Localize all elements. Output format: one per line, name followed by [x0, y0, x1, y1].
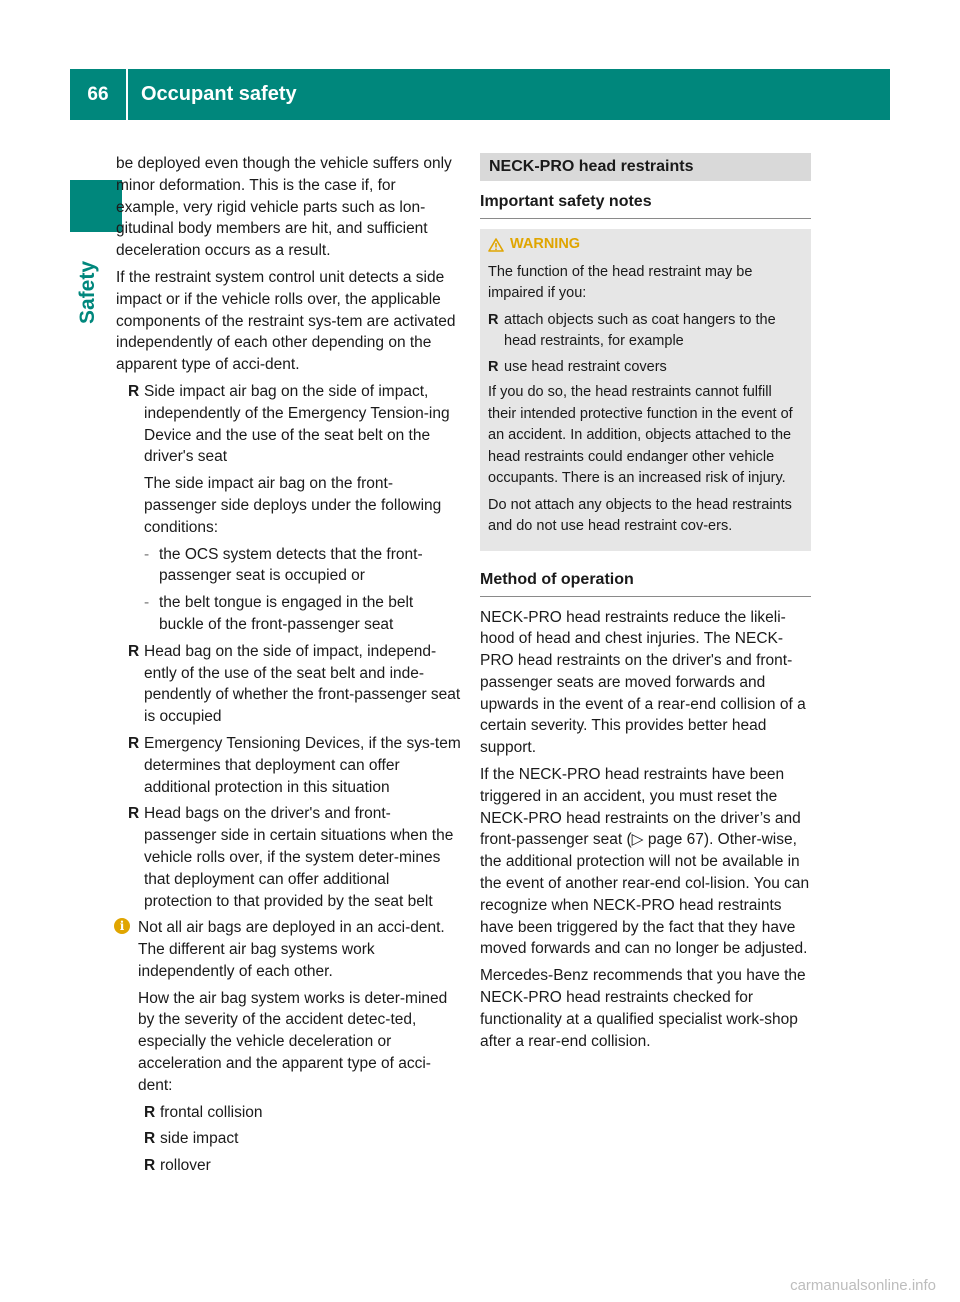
dash-icon: - — [144, 594, 150, 612]
watermark: carmanualsonline.info — [790, 1277, 936, 1294]
list-item-text: Emergency Tensioning Devices, if the sys-tem determines that deployment can offer additional protection in this situation — [144, 734, 461, 796]
list-item — [116, 803, 461, 912]
bullet-icon: R — [488, 311, 499, 328]
list-item-text: Head bags on the driver's and front-passenger side in certain situations when the vehicle rolls over, if the system deter-mines that deployment can offer additional protection to that provided by the seat belt — [144, 805, 454, 910]
warning-text: If you do so, the head restraints cannot fulfill their intended protective function in the event of an accident. In addition, objects attached to the head restraints could endanger other vehicle occupants. There is an increased risk of injury. — [488, 384, 793, 486]
warning-text: Do not attach any objects to the head restraints and do not use head restraint cov-ers. — [488, 496, 792, 534]
page-number: 66 — [87, 84, 109, 105]
paragraph: If the restraint system control unit detects a side impact or if the vehicle rolls over, the applicable components of the restraint sys-tem are activated independently of each other depending on the apparent type of acci-dent. — [116, 268, 456, 374]
bullet-icon: R — [144, 1157, 156, 1175]
list-item — [138, 1102, 461, 1124]
sub-list-item-text: the OCS system detects that the front-passenger seat is occupied or — [159, 545, 423, 585]
bullet-icon: R — [128, 734, 140, 752]
page-ref-arrow-icon: ▷ — [631, 831, 644, 849]
warning-label: WARNING — [510, 236, 581, 252]
page-title: Occupant safety — [141, 83, 297, 105]
right-column — [480, 153, 811, 1057]
list-item-text: attach objects such as coat hangers to the head restraints, for example — [504, 311, 776, 349]
dash-icon: - — [144, 545, 150, 563]
bullet-icon: R — [144, 1130, 156, 1148]
bullet-icon: R — [488, 358, 499, 375]
bullet-icon: R — [128, 382, 140, 400]
paragraph-text: ). Other-wise, the additional protection will not be available in the event of another rear-end col-lision. You can recognize when NECK-PRO head restraints have been triggered by the fact that they have moved forwards and can no longer be adjusted. — [480, 831, 810, 958]
note-text: Not all air bags are deployed in an acci-dent. The different air bag systems work independently of each other. — [138, 919, 445, 980]
list-item — [488, 357, 803, 379]
paragraph: The side impact air bag on the front-passenger side deploys under the following conditions: — [144, 475, 442, 536]
paragraph-text: If the NECK-PRO head restraints have been triggered in an accident, you must reset the NECK-PRO head restraints on the driver’s and front-passenger seat ( — [480, 766, 801, 849]
sub-list-item-text: the belt tongue is engaged in the belt buckle of the front-passenger seat — [159, 594, 414, 633]
list-item-text: use head restraint covers — [504, 358, 667, 375]
section-heading: NECK-PRO head restraints — [480, 153, 811, 181]
info-icon: i — [114, 918, 130, 934]
subsection-heading: Method of operation — [480, 569, 811, 597]
list-item — [116, 733, 461, 798]
sub-list-item — [116, 544, 461, 588]
chapter-side-label: Safety — [76, 260, 99, 324]
bullet-icon: R — [128, 805, 140, 823]
list-item — [116, 641, 461, 728]
list-item — [116, 381, 461, 468]
list-item — [138, 1155, 461, 1177]
page-reference-link[interactable]: page 67 — [643, 831, 704, 849]
bullet-icon: R — [128, 642, 140, 660]
list-item-text: frontal collision — [160, 1103, 263, 1121]
left-column — [116, 153, 461, 1182]
list-item-text: Head bag on the side of impact, independ-ently of the use of the seat belt and inde-pendently of whether the front-passenger seat is occupied — [144, 642, 461, 726]
subsection-heading: Important safety notes — [480, 191, 811, 219]
warning-box — [480, 229, 811, 551]
warning-title — [488, 234, 803, 256]
list-item-text: Side impact air bag on the side of impact, independently of the Emergency Tension-ing Device and the use of the seat belt on the driver's seat — [144, 382, 450, 466]
header-separator — [126, 69, 128, 120]
list-item-text: side impact — [160, 1130, 239, 1148]
note-text: How the air bag system works is deter-mined by the severity of the accident detec-ted, especially the vehicle deceleration or acceleration and the apparent type of acci-dent: — [138, 989, 448, 1094]
sub-list-item — [116, 592, 461, 636]
paragraph: NECK-PRO head restraints reduce the likeli-hood of head and chest injuries. The NECK-PRO head restraints on the driver's and front-passenger seats are moved forwards and upwards in the event of a rear-end collision of a certain severity. This provides better head support. — [480, 608, 806, 757]
list-item — [138, 1128, 461, 1150]
paragraph: be deployed even though the vehicle suffers only minor deformation. This is the case if, for example, very rigid vehicle parts such as lon-gitudinal body members are hit, and sufficient deceleration occurs as a result. — [116, 155, 452, 260]
list-item-text: rollover — [160, 1157, 211, 1175]
paragraph — [480, 764, 811, 960]
paragraph: Mercedes-Benz recommends that you have the NECK-PRO head restraints checked for functionality at a qualified specialist work-shop after a rear-end collision. — [480, 967, 806, 1050]
chapter-tab-marker — [70, 180, 122, 232]
warning-text: The function of the head restraint may be impaired if you: — [488, 263, 753, 301]
bullet-icon: R — [144, 1103, 156, 1121]
info-note — [116, 917, 461, 1177]
list-item — [488, 310, 803, 353]
warning-triangle-icon — [488, 238, 504, 252]
